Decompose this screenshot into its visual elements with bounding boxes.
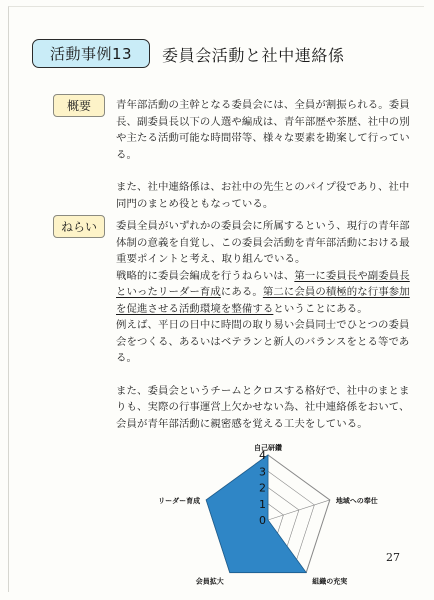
aim-p2-underline-1: 第一に委員長や副委員長といったリーダー育成 [116, 269, 410, 298]
aim-paragraph-3: 例えば、平日の日中に時間の取り易い会員同士でひとつの委員会をつくる、あるいはベテランと新人のバランスをとる等である。 [116, 319, 410, 364]
radar-tick-label: 4 [259, 449, 266, 462]
overview-label: 概要 [66, 99, 91, 113]
case-number-label: 活動事例13 [49, 45, 133, 63]
aim-p2-underline-2: 第二に会員の積極的な行事参加を促進させる活動環境を整備する [116, 286, 410, 315]
radar-scale-ticks [259, 449, 266, 527]
radar-tick-label: 1 [259, 497, 266, 511]
radar-tick-label: 3 [259, 465, 266, 479]
aim-paragraph-4: また、委員会というチームとクロスする格好で、社中のまとまりも、実際の行事運営上欠かせない為、社中連絡係をおいて、会員が青年部活動に親密感を覚える工夫をしている。 [116, 384, 410, 430]
aim-p2-post: ということにある。 [273, 302, 368, 315]
overview-paragraph-2: また、社中連絡係は、お社中の先生とのパイプ役であり、社中同門のまとめ役ともなっている。 [116, 181, 410, 210]
radar-axis-label: 会員拡大 [195, 577, 224, 586]
aim-label: ねらい [60, 220, 97, 234]
overview-paragraph-1: 青年部活動の主幹となる委員会には、全員が割振られる。委員長、副委員長以下の人選や編成は、青年部歴や茶歴、社中の別や主たる活動可能な時間帯等、様々な要素を勘案して行っている。 [116, 99, 410, 161]
radar-axis-label: 地域への奉仕 [335, 496, 378, 505]
aim-paragraph-1: 委員全員がいずれかの委員会に所属するという、現行の青年部体制の意義を自覚し、この委員会活動を青年部活動における最重要ポイントと考え、取り組んでいる。 [116, 220, 410, 265]
page-title: 委員会活動と社中連絡係 [162, 46, 345, 65]
radar-axis-label: 組織の充実 [312, 577, 348, 586]
page-number: 27 [386, 551, 400, 564]
radar-spoke [268, 500, 330, 520]
radar-tick-label: 2 [259, 481, 266, 495]
radar-axis-label: リーダー育成 [158, 496, 201, 505]
aim-p2-mid: にある。 [220, 286, 263, 298]
radar-tick-label: 0 [259, 514, 266, 527]
radar-data-area [206, 455, 306, 573]
aim-p2-pre: 戦略的に委員会編成を行うねらいは、 [116, 269, 295, 282]
radar-axis-label: 自己研鑽 [254, 444, 282, 452]
